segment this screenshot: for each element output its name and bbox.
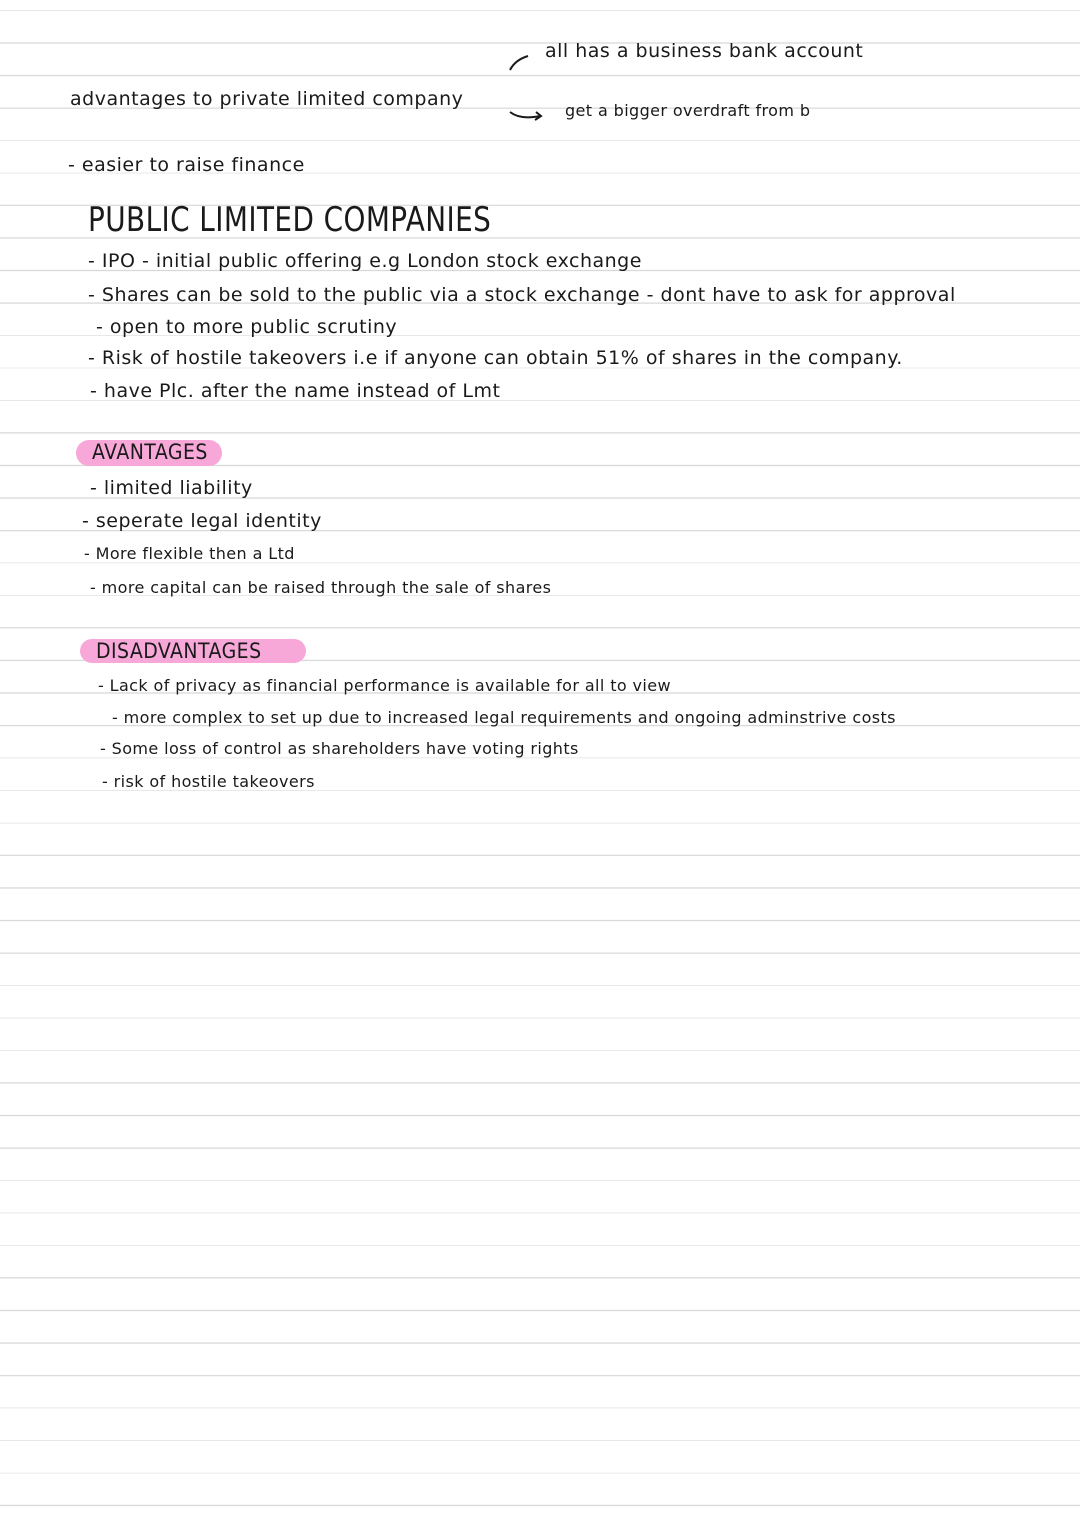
disadvantages-heading: DISADVANTAGES [96,639,262,663]
plc-bullet-scrutiny: - open to more public scrutiny [96,316,398,338]
intro-branch-overdraft: get a bigger overdraft from b [565,101,811,120]
intro-point: - easier to raise finance [68,154,305,176]
intro-topic: advantages to private limited company [70,88,464,110]
disadvantage-item: - more complex to set up due to increased legal requirements and ongoing adminstrive costs [112,708,896,727]
plc-bullet-ipo: - IPO - initial public offering e.g London stock exchange [88,250,642,272]
disadvantage-item: - risk of hostile takeovers [102,772,315,791]
disadvantage-item: - Lack of privacy as financial performance is available for all to view [98,676,671,695]
advantage-item: - More flexible then a Ltd [84,544,295,563]
advantages-heading: AVANTAGES [92,440,208,464]
advantage-item: - seperate legal identity [82,510,322,532]
plc-bullet-name: - have Plc. after the name instead of Lmt [90,380,501,402]
advantage-item: - more capital can be raised through the sale of shares [90,578,552,597]
advantage-item: - limited liability [90,477,253,499]
plc-title: PUBLIC LIMITED COMPANIES [88,200,492,240]
intro-branch-bank-account: all has a business bank account [545,40,864,62]
plc-bullet-takeovers: - Risk of hostile takeovers i.e if anyone can obtain 51% of shares in the company. [88,347,903,369]
disadvantage-item: - Some loss of control as shareholders have voting rights [100,739,579,758]
plc-bullet-shares: - Shares can be sold to the public via a stock exchange - dont have to ask for approval [88,284,956,306]
